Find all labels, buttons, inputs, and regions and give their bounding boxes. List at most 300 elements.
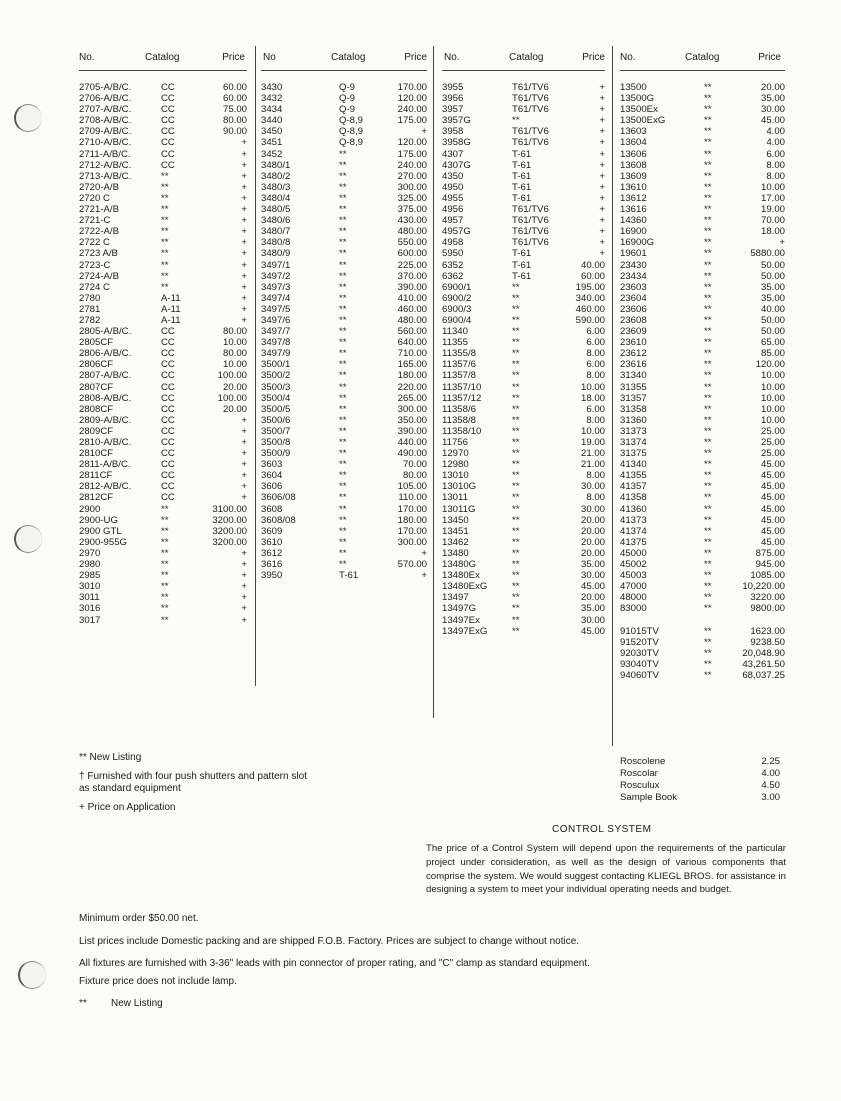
table-row xyxy=(79,537,247,548)
catalog-code: ** xyxy=(512,514,520,526)
table-row xyxy=(261,481,427,492)
catalog-code: ** xyxy=(704,625,712,637)
catalog-code: CC xyxy=(161,326,175,338)
table-row xyxy=(442,293,605,304)
catalog-code: T61/TV6 xyxy=(512,104,549,116)
item-number: 2812CF xyxy=(79,492,114,504)
price: 6.00 xyxy=(586,326,605,338)
catalog-code: ** xyxy=(512,337,520,349)
item-number: 3610 xyxy=(261,536,283,548)
catalog-code: T61/TV6 xyxy=(512,237,549,249)
catalog-code: Q-8,9 xyxy=(339,137,363,149)
catalog-code: ** xyxy=(704,104,712,116)
price: 10.00 xyxy=(760,381,785,393)
catalog-code: ** xyxy=(161,259,169,271)
table-row xyxy=(261,492,427,503)
table-row xyxy=(620,215,785,226)
catalog-code: ** xyxy=(339,314,347,326)
catalog-code: ** xyxy=(704,181,712,193)
catalog-code: Q-9 xyxy=(339,93,355,105)
catalog-code: Q-9 xyxy=(339,104,355,116)
table-row xyxy=(442,581,605,592)
item-number: 83000 xyxy=(620,603,647,615)
price: 120.00 xyxy=(755,359,785,371)
table-row xyxy=(620,382,785,393)
catalog-code: ** xyxy=(339,370,347,382)
price: + xyxy=(241,270,247,282)
price: 60.00 xyxy=(222,82,247,93)
catalog-code: ** xyxy=(512,392,520,404)
item-number: 2722 C xyxy=(79,237,110,249)
table-row xyxy=(442,559,605,570)
item-number: 11355 xyxy=(442,337,468,349)
table-row xyxy=(442,459,605,470)
catalog-code: A-11 xyxy=(161,314,181,326)
catalog-code: ** xyxy=(704,82,712,93)
price: 300.00 xyxy=(397,403,427,415)
catalog-code: ** xyxy=(704,237,712,249)
item-number: 13480 xyxy=(442,547,469,559)
catalog-code: ** xyxy=(512,326,520,338)
table-row xyxy=(620,370,785,381)
item-number: 3430 xyxy=(261,82,283,93)
table-row xyxy=(79,359,247,370)
catalog-code: ** xyxy=(512,459,520,471)
table-row xyxy=(261,370,427,381)
price: + xyxy=(241,481,247,493)
price: 3200.00 xyxy=(212,514,247,526)
price: + xyxy=(241,148,247,160)
table-row xyxy=(620,504,785,515)
price: 10.00 xyxy=(222,359,247,371)
table-row xyxy=(442,204,605,215)
table-row xyxy=(620,160,785,171)
catalog-code: T61/TV6 xyxy=(512,82,549,93)
table-row xyxy=(620,492,785,503)
table-row xyxy=(261,160,427,171)
column-header xyxy=(620,46,785,71)
item-number: 2781 xyxy=(79,303,101,315)
item-number: 3958G xyxy=(442,137,471,149)
price: + xyxy=(241,248,247,260)
column-header xyxy=(79,46,247,71)
item-number: 23612 xyxy=(620,348,647,360)
table-row xyxy=(620,115,785,126)
item-number: 3480/9 xyxy=(261,248,291,260)
table-row xyxy=(261,537,427,548)
table-row xyxy=(79,515,247,526)
item-number: 11358/10 xyxy=(442,425,482,437)
catalog-code: T-61 xyxy=(512,159,532,171)
price: 3200.00 xyxy=(212,525,247,537)
table-row xyxy=(261,415,427,426)
item-number: 11357/10 xyxy=(442,381,482,393)
catalog-code: ** xyxy=(339,481,347,493)
table-row xyxy=(79,193,247,204)
catalog-code: T61/TV6 xyxy=(512,126,549,138)
catalog-code: ** xyxy=(339,514,347,526)
catalog-code: ** xyxy=(704,337,712,349)
item-number: 2708-A/B/C. xyxy=(79,115,132,127)
catalog-code: T-61 xyxy=(512,181,532,193)
price: + xyxy=(241,603,247,615)
item-number: 2810CF xyxy=(79,448,114,460)
item-number: 13462 xyxy=(442,536,469,548)
item-number: 31373 xyxy=(620,425,647,437)
price: 270.00 xyxy=(397,170,427,182)
catalog-code: ** xyxy=(161,503,169,515)
item-number: 6900/1 xyxy=(442,281,472,293)
price: 10.00 xyxy=(222,337,247,349)
price: 45.00 xyxy=(760,492,785,504)
item-price: 2.25 xyxy=(761,756,780,767)
price: 70.00 xyxy=(402,459,427,471)
table-row xyxy=(442,226,605,237)
table-row xyxy=(442,260,605,271)
item-number: 41357 xyxy=(620,481,647,493)
table-row xyxy=(442,82,605,93)
table-row xyxy=(79,548,247,559)
price: 10.00 xyxy=(760,392,785,404)
table-row xyxy=(261,337,427,348)
item-number: 13500Ex xyxy=(620,104,658,116)
price: 18.00 xyxy=(760,226,785,238)
price: + xyxy=(599,248,605,260)
price: + xyxy=(599,192,605,204)
catalog-code: CC xyxy=(161,425,175,437)
table-row xyxy=(261,393,427,404)
item-number: 14360 xyxy=(620,215,647,227)
item-number: 2809-A/B/C. xyxy=(79,414,132,426)
catalog-code: ** xyxy=(704,636,712,648)
item-number: 3500/7 xyxy=(261,425,291,437)
item-number: 3609 xyxy=(261,525,283,537)
item-number: 3500/9 xyxy=(261,448,291,460)
table-row xyxy=(79,492,247,503)
price: + xyxy=(599,181,605,193)
table-row xyxy=(442,248,605,259)
price: 945.00 xyxy=(755,559,785,571)
price: + xyxy=(599,226,605,238)
table-row xyxy=(442,603,605,614)
table-row xyxy=(620,526,785,537)
item-number: 3432 xyxy=(261,93,283,105)
table-row xyxy=(620,359,785,370)
catalog-code: T61/TV6 xyxy=(512,215,549,227)
catalog-code: CC xyxy=(161,481,175,493)
table-row xyxy=(79,126,247,137)
table-row xyxy=(620,659,785,670)
item-number: 3440 xyxy=(261,115,283,127)
catalog-code: ** xyxy=(704,414,712,426)
price: + xyxy=(241,448,247,460)
price: 20.00 xyxy=(580,547,605,559)
price: 265.00 xyxy=(397,392,427,404)
table-row xyxy=(442,448,605,459)
item-number: 11357/8 xyxy=(442,370,476,382)
price: 9238.50 xyxy=(750,636,785,648)
table-row xyxy=(261,382,427,393)
catalog-code: ** xyxy=(339,425,347,437)
catalog-code: ** xyxy=(161,592,169,604)
item-number: 94060TV xyxy=(620,669,659,681)
table-row xyxy=(261,193,427,204)
item-name: Sample Book xyxy=(620,792,678,803)
table-row xyxy=(620,415,785,426)
price: 75.00 xyxy=(222,104,247,116)
item-number: 5950 xyxy=(442,248,464,260)
catalog-code: T61/TV6 xyxy=(512,137,549,149)
table-row xyxy=(261,326,427,337)
table-row xyxy=(620,515,785,526)
catalog-code: ** xyxy=(339,547,347,559)
catalog-code: CC xyxy=(161,115,175,127)
price: 9800.00 xyxy=(750,603,785,615)
table-row xyxy=(442,337,605,348)
catalog-code: ** xyxy=(339,326,347,338)
table-row xyxy=(442,215,605,226)
item-number: 13011 xyxy=(442,492,468,504)
catalog-code: ** xyxy=(704,292,712,304)
item-number: 3452 xyxy=(261,148,283,160)
table-row xyxy=(79,215,247,226)
table-row xyxy=(261,459,427,470)
catalog-code: ** xyxy=(339,259,347,271)
catalog-code: ** xyxy=(704,559,712,571)
item-number: 2900-955G xyxy=(79,536,128,548)
item-number: 2782 xyxy=(79,314,101,326)
price: 25.00 xyxy=(760,437,785,448)
price: 600.00 xyxy=(397,248,427,260)
table-row xyxy=(620,437,785,448)
price: 225.00 xyxy=(397,259,427,271)
price: 460.00 xyxy=(575,303,605,315)
item-number: 2900 xyxy=(79,503,101,515)
price: 20.00 xyxy=(222,403,247,415)
table-row xyxy=(261,271,427,282)
catalog-code: CC xyxy=(161,448,175,460)
list-prices-text: List prices include Domestic packing and are shipped F.O.B. Factory. Prices are subject to change without notice. xyxy=(79,936,580,947)
table-row xyxy=(261,304,427,315)
item-number: 91015TV xyxy=(620,625,659,637)
item-number: 3500/4 xyxy=(261,392,291,404)
table-row xyxy=(620,293,785,304)
item-number: 2724 C xyxy=(79,281,110,293)
item-number: 23434 xyxy=(620,270,647,282)
item-number: 2721-A/B xyxy=(79,204,120,216)
header-price: Price xyxy=(222,52,245,63)
catalog-code: CC xyxy=(161,459,175,471)
price: 45.00 xyxy=(580,625,605,637)
price: 8.00 xyxy=(766,170,785,182)
price: 50.00 xyxy=(760,270,785,282)
catalog-code: ** xyxy=(339,292,347,304)
price: 710.00 xyxy=(397,348,427,360)
price: 50.00 xyxy=(760,259,785,271)
table-row xyxy=(442,271,605,282)
note-new-listing: ** New Listing xyxy=(79,752,142,763)
price: 300.00 xyxy=(397,181,427,193)
price: + xyxy=(241,614,247,626)
catalog-code: ** xyxy=(339,248,347,260)
catalog-code: CC xyxy=(161,82,175,93)
item-number: 3010 xyxy=(79,581,101,593)
table-row xyxy=(79,459,247,470)
table-row xyxy=(442,481,605,492)
price: + xyxy=(241,425,247,437)
catalog-code: ** xyxy=(339,159,347,171)
table-row xyxy=(442,326,605,337)
column-divider xyxy=(612,46,613,746)
catalog-code: ** xyxy=(704,536,712,548)
item-number: 3606 xyxy=(261,481,283,493)
catalog-code: Q-8,9 xyxy=(339,126,363,138)
catalog-code: ** xyxy=(704,281,712,293)
table-row xyxy=(442,415,605,426)
price: 175.00 xyxy=(397,148,427,160)
item-number: 2709-A/B/C. xyxy=(79,126,132,138)
price: 4.00 xyxy=(766,137,785,149)
min-order-text: Minimum order $50.00 net. xyxy=(79,913,199,924)
catalog-code: CC xyxy=(161,403,175,415)
table-row xyxy=(261,526,427,537)
table-row xyxy=(79,282,247,293)
price: + xyxy=(241,159,247,171)
price: + xyxy=(241,570,247,582)
note-dagger: † Furnished with four push shutters and pattern slot as standard equipment xyxy=(79,771,307,794)
item-name: Rosculux xyxy=(620,780,660,791)
table-row xyxy=(620,260,785,271)
table-row xyxy=(79,448,247,459)
table-row xyxy=(79,237,247,248)
table-row xyxy=(261,448,427,459)
item-number: 23604 xyxy=(620,292,647,304)
item-number: 2980 xyxy=(79,559,101,571)
price: 40.00 xyxy=(760,303,785,315)
catalog-code: ** xyxy=(161,248,169,260)
price: 480.00 xyxy=(397,226,427,238)
price: 390.00 xyxy=(397,281,427,293)
price: 80.00 xyxy=(402,470,427,482)
table-row xyxy=(620,271,785,282)
price: 3220.00 xyxy=(750,592,785,604)
table-row xyxy=(79,226,247,237)
price: 68,037.25 xyxy=(742,669,785,681)
catalog-code: ** xyxy=(339,536,347,548)
catalog-code: ** xyxy=(704,470,712,482)
table-row xyxy=(620,237,785,248)
item-number: 2721-C xyxy=(79,215,111,227)
catalog-code: CC xyxy=(161,148,175,160)
catalog-code: CC xyxy=(161,137,175,149)
catalog-code: ** xyxy=(512,503,520,515)
table-row xyxy=(442,615,605,626)
catalog-code: ** xyxy=(339,170,347,182)
table-row xyxy=(620,315,785,326)
catalog-code: ** xyxy=(512,559,520,571)
item-number: 2706-A/B/C. xyxy=(79,93,132,105)
item-number: 13606 xyxy=(620,148,647,160)
item-number: 2809CF xyxy=(79,425,114,437)
item-number: 31340 xyxy=(620,370,647,382)
table-row xyxy=(79,615,247,626)
item-number: 6362 xyxy=(442,270,464,282)
price: 35.00 xyxy=(760,281,785,293)
item-number: 13010 xyxy=(442,470,469,482)
price: 30.00 xyxy=(580,570,605,582)
item-number: 19601 xyxy=(620,248,647,260)
item-number: 2970 xyxy=(79,547,101,559)
table-row xyxy=(620,404,785,415)
catalog-code: CC xyxy=(161,370,175,382)
item-number: 3500/2 xyxy=(261,370,291,382)
price: 45.00 xyxy=(760,536,785,548)
table-row xyxy=(620,226,785,237)
price: 195.00 xyxy=(575,281,605,293)
price: 35.00 xyxy=(580,559,605,571)
price-rows xyxy=(79,82,247,626)
price: 60.00 xyxy=(222,93,247,105)
table-row xyxy=(620,426,785,437)
item-number: 23609 xyxy=(620,326,647,338)
catalog-code: CC xyxy=(161,337,175,349)
table-row xyxy=(261,237,427,248)
price: 20.00 xyxy=(222,381,247,393)
price: 240.00 xyxy=(397,159,427,171)
item-number: 3497/1 xyxy=(261,259,291,271)
price: 375.00 xyxy=(397,204,427,216)
item-number: 11357/12 xyxy=(442,392,482,404)
catalog-code: CC xyxy=(161,348,175,360)
table-row xyxy=(620,459,785,470)
price: 120.00 xyxy=(397,137,427,149)
table-row xyxy=(261,182,427,193)
table-row xyxy=(442,104,605,115)
item-number: 41375 xyxy=(620,536,647,548)
item-number: 3016 xyxy=(79,603,101,615)
table-row xyxy=(261,115,427,126)
catalog-code: ** xyxy=(704,492,712,504)
catalog-code: ** xyxy=(339,181,347,193)
catalog-code: ** xyxy=(339,503,347,515)
price: 70.00 xyxy=(760,215,785,227)
price: 1085.00 xyxy=(750,570,785,582)
item-number: 47000 xyxy=(620,581,647,593)
table-row xyxy=(620,626,785,637)
price: 30.00 xyxy=(760,104,785,116)
catalog-code: ** xyxy=(512,381,520,393)
lamp-text: Fixture price does not include lamp. xyxy=(79,976,237,987)
price: + xyxy=(599,104,605,116)
table-row xyxy=(79,149,247,160)
table-row xyxy=(79,603,247,614)
item-number: 4957 xyxy=(442,215,464,227)
price: 165.00 xyxy=(397,359,427,371)
catalog-code: ** xyxy=(704,425,712,437)
catalog-code: ** xyxy=(161,536,169,548)
price: 875.00 xyxy=(755,547,785,559)
price: 8.00 xyxy=(766,159,785,171)
catalog-code: ** xyxy=(339,448,347,460)
table-row xyxy=(620,104,785,115)
catalog-code: ** xyxy=(339,215,347,227)
catalog-code: ** xyxy=(704,592,712,604)
catalog-code: ** xyxy=(704,581,712,593)
catalog-code: ** xyxy=(704,348,712,360)
catalog-code: ** xyxy=(704,93,712,105)
table-row xyxy=(620,282,785,293)
price: 8.00 xyxy=(586,470,605,482)
